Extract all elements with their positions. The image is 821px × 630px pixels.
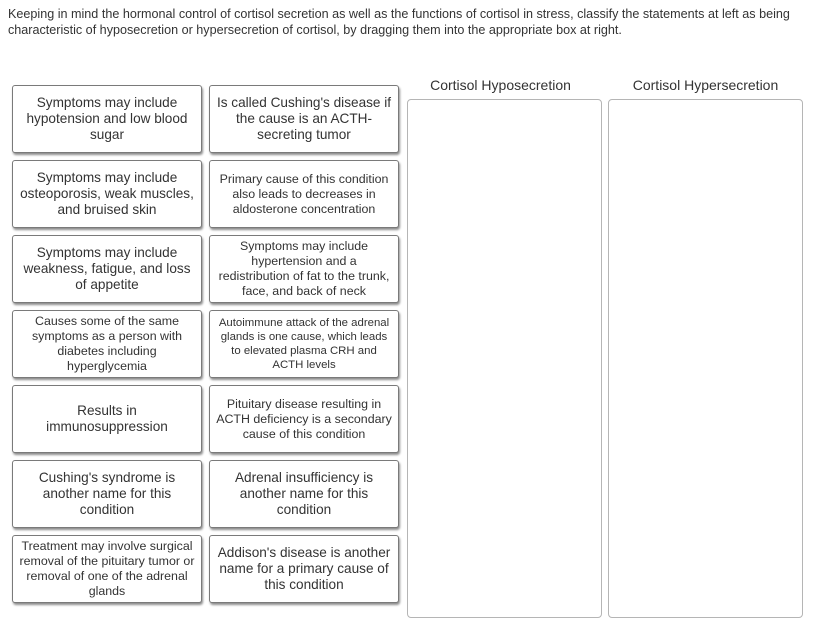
statement-card[interactable]: Pituitary disease resulting in ACTH deficiency is a secondary cause of this condition (209, 385, 399, 453)
instructions-text: Keeping in mind the hormonal control of cortisol secretion as well as the functions of cortisol in stress, classify the statements at left as being characteristic of hyposecretion or hypersecretion of cortisol, by dragging them into the appropriate box at right. (8, 7, 790, 37)
statement-card[interactable]: Is called Cushing's disease if the cause is an ACTH-secreting tumor (209, 85, 399, 153)
statement-card[interactable]: Results in immunosuppression (12, 385, 202, 453)
hypersecretion-zone-title: Cortisol Hypersecretion (632, 77, 779, 93)
statement-card[interactable]: Adrenal insufficiency is another name for this condition (209, 460, 399, 528)
statement-card[interactable]: Autoimmune attack of the adrenal glands is one cause, which leads to elevated plasma CRH and ACTH levels (209, 310, 399, 378)
hypersecretion-drop-zone[interactable] (608, 99, 803, 618)
statement-card[interactable]: Primary cause of this condition also leads to decreases in aldosterone concentration (209, 160, 399, 228)
statement-card[interactable]: Symptoms may include weakness, fatigue, and loss of appetite (12, 235, 202, 303)
hyposecretion-zone-title: Cortisol Hyposecretion (430, 77, 571, 93)
statement-card[interactable]: Symptoms may include hypotension and low blood sugar (12, 85, 202, 153)
statement-card[interactable]: Addison's disease is another name for a primary cause of this condition (209, 535, 399, 603)
statement-card[interactable]: Symptoms may include hypertension and a redistribution of fat to the trunk, face, and back of neck (209, 235, 399, 303)
statement-card[interactable]: Symptoms may include osteoporosis, weak muscles, and bruised skin (12, 160, 202, 228)
hyposecretion-drop-zone[interactable] (407, 99, 602, 618)
statement-card[interactable]: Cushing's syndrome is another name for this condition (12, 460, 202, 528)
statement-card[interactable]: Causes some of the same symptoms as a person with diabetes including hyperglycemia (12, 310, 202, 378)
statement-card[interactable]: Treatment may involve surgical removal of the pituitary tumor or removal of one of the adrenal glands (12, 535, 202, 603)
